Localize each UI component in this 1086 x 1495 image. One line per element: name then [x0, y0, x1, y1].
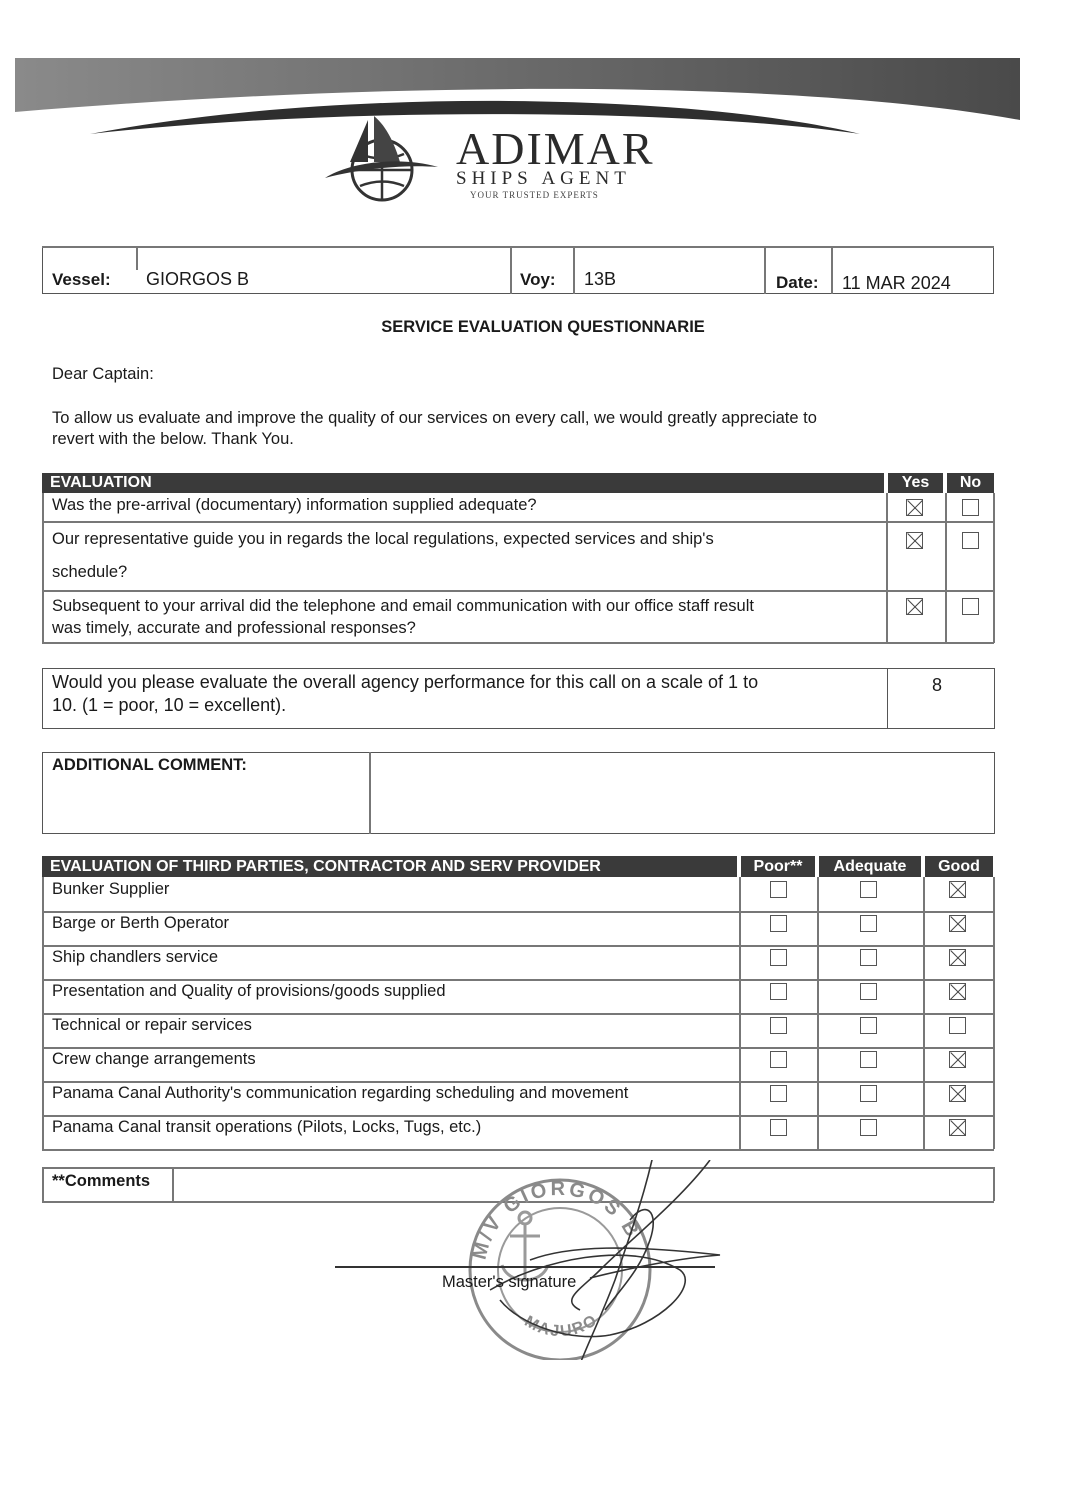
poor-checkbox[interactable] [770, 949, 787, 966]
no-header: No [947, 473, 994, 493]
good-header: Good [925, 856, 993, 877]
brand-sub: SHIPS AGENT [456, 168, 631, 189]
third-party-row-label: Panama Canal transit operations (Pilots, Locks, Tugs, etc.) [52, 1118, 482, 1136]
rating-question-line-2: 10. (1 = poor, 10 = excellent). [52, 695, 287, 715]
good-checkbox[interactable] [949, 1051, 966, 1068]
good-checkbox[interactable] [949, 1085, 966, 1102]
table-row-divider [42, 945, 994, 947]
anchor-icon [502, 1212, 548, 1280]
third-party-row-label: Crew change arrangements [52, 1050, 256, 1068]
poor-checkbox[interactable] [770, 881, 787, 898]
table-row-divider [42, 1149, 994, 1151]
adequate-checkbox[interactable] [860, 983, 877, 1000]
q2-yes-checkbox[interactable] [906, 532, 923, 549]
q1-yes-checkbox[interactable] [906, 499, 923, 516]
globe-ship-icon [320, 112, 440, 207]
brand-tagline: YOUR TRUSTED EXPERTS [470, 190, 599, 200]
adequate-header: Adequate [819, 856, 921, 877]
poor-checkbox[interactable] [770, 1119, 787, 1136]
table-row-divider [42, 911, 994, 913]
evaluation-header: EVALUATION [42, 473, 884, 493]
good-checkbox[interactable] [949, 915, 966, 932]
stamp-top-text: M/V GIORGOS B [468, 1177, 645, 1262]
poor-header: Poor** [741, 856, 815, 877]
q3-no-checkbox[interactable] [962, 598, 979, 615]
intro-line-1: To allow us evaluate and improve the quality of our services on every call, we would greatly appreciate to [52, 409, 817, 427]
third-party-row-label: Panama Canal Authority's communication regarding scheduling and movement [52, 1084, 629, 1102]
good-checkbox[interactable] [949, 1119, 966, 1136]
poor-checkbox[interactable] [770, 915, 787, 932]
vessel-value: GIORGOS B [146, 269, 250, 289]
q1-no-checkbox[interactable] [962, 499, 979, 516]
page-title: SERVICE EVALUATION QUESTIONNARIE [381, 318, 705, 336]
third-party-row-label: Ship chandlers service [52, 948, 218, 966]
brand-name: ADIMAR [456, 123, 655, 174]
adequate-checkbox[interactable] [860, 1051, 877, 1068]
table-row-divider [42, 1081, 994, 1083]
rating-question-line-1: Would you please evaluate the overall agency performance for this call on a scale of 1 to [52, 672, 759, 692]
poor-checkbox[interactable] [770, 1051, 787, 1068]
third-party-row-label: Bunker Supplier [52, 880, 170, 898]
adequate-checkbox[interactable] [860, 1119, 877, 1136]
company-logo [320, 110, 660, 210]
voy-label: Voy: [520, 270, 556, 289]
question-2-text-cont: schedule? [52, 563, 128, 581]
third-party-row-label: Barge or Berth Operator [52, 914, 230, 932]
poor-checkbox[interactable] [770, 983, 787, 1000]
adequate-checkbox[interactable] [860, 915, 877, 932]
comments-label: **Comments [52, 1172, 151, 1190]
stamp-bottom-text: MAJURO [521, 1311, 602, 1341]
additional-comment-label: ADDITIONAL COMMENT: [52, 756, 247, 774]
rating-score: 8 [932, 675, 943, 695]
date-label: Date: [776, 273, 819, 292]
q2-no-checkbox[interactable] [962, 532, 979, 549]
question-3-text: Subsequent to your arrival did the telephone and email communication with our office staff result [52, 597, 754, 615]
adequate-checkbox[interactable] [860, 949, 877, 966]
table-row-divider [42, 979, 994, 981]
adequate-checkbox[interactable] [860, 1017, 877, 1034]
intro-line-2: revert with the below. Thank You. [52, 430, 294, 448]
third-party-row-label: Presentation and Quality of provisions/goods supplied [52, 982, 446, 1000]
table-row-divider [42, 1047, 994, 1049]
vessel-stamp [430, 1160, 730, 1360]
good-checkbox[interactable] [949, 983, 966, 1000]
adequate-checkbox[interactable] [860, 1085, 877, 1102]
q3-yes-checkbox[interactable] [906, 598, 923, 615]
question-1-text: Was the pre-arrival (documentary) information supplied adequate? [52, 496, 537, 514]
adequate-checkbox[interactable] [860, 881, 877, 898]
poor-checkbox[interactable] [770, 1017, 787, 1034]
third-party-row-label: Technical or repair services [52, 1016, 252, 1034]
master-signature-label: Master's signature [442, 1273, 577, 1291]
table-row-divider [42, 1013, 994, 1015]
date-value: 11 MAR 2024 [842, 273, 951, 293]
question-2-text: Our representative guide you in regards the local regulations, expected services and ship's [52, 530, 714, 548]
greeting: Dear Captain: [52, 365, 154, 383]
yes-header: Yes [888, 473, 943, 493]
question-3-text-cont: was timely, accurate and professional responses? [52, 619, 416, 637]
good-checkbox[interactable] [949, 949, 966, 966]
voy-value: 13B [584, 269, 617, 289]
third-parties-header: EVALUATION OF THIRD PARTIES, CONTRACTOR AND SERV PROVIDER [42, 856, 737, 877]
table-row-divider [42, 1115, 994, 1117]
good-checkbox[interactable] [949, 881, 966, 898]
vessel-label: Vessel: [52, 270, 111, 289]
good-checkbox[interactable] [949, 1017, 966, 1034]
poor-checkbox[interactable] [770, 1085, 787, 1102]
